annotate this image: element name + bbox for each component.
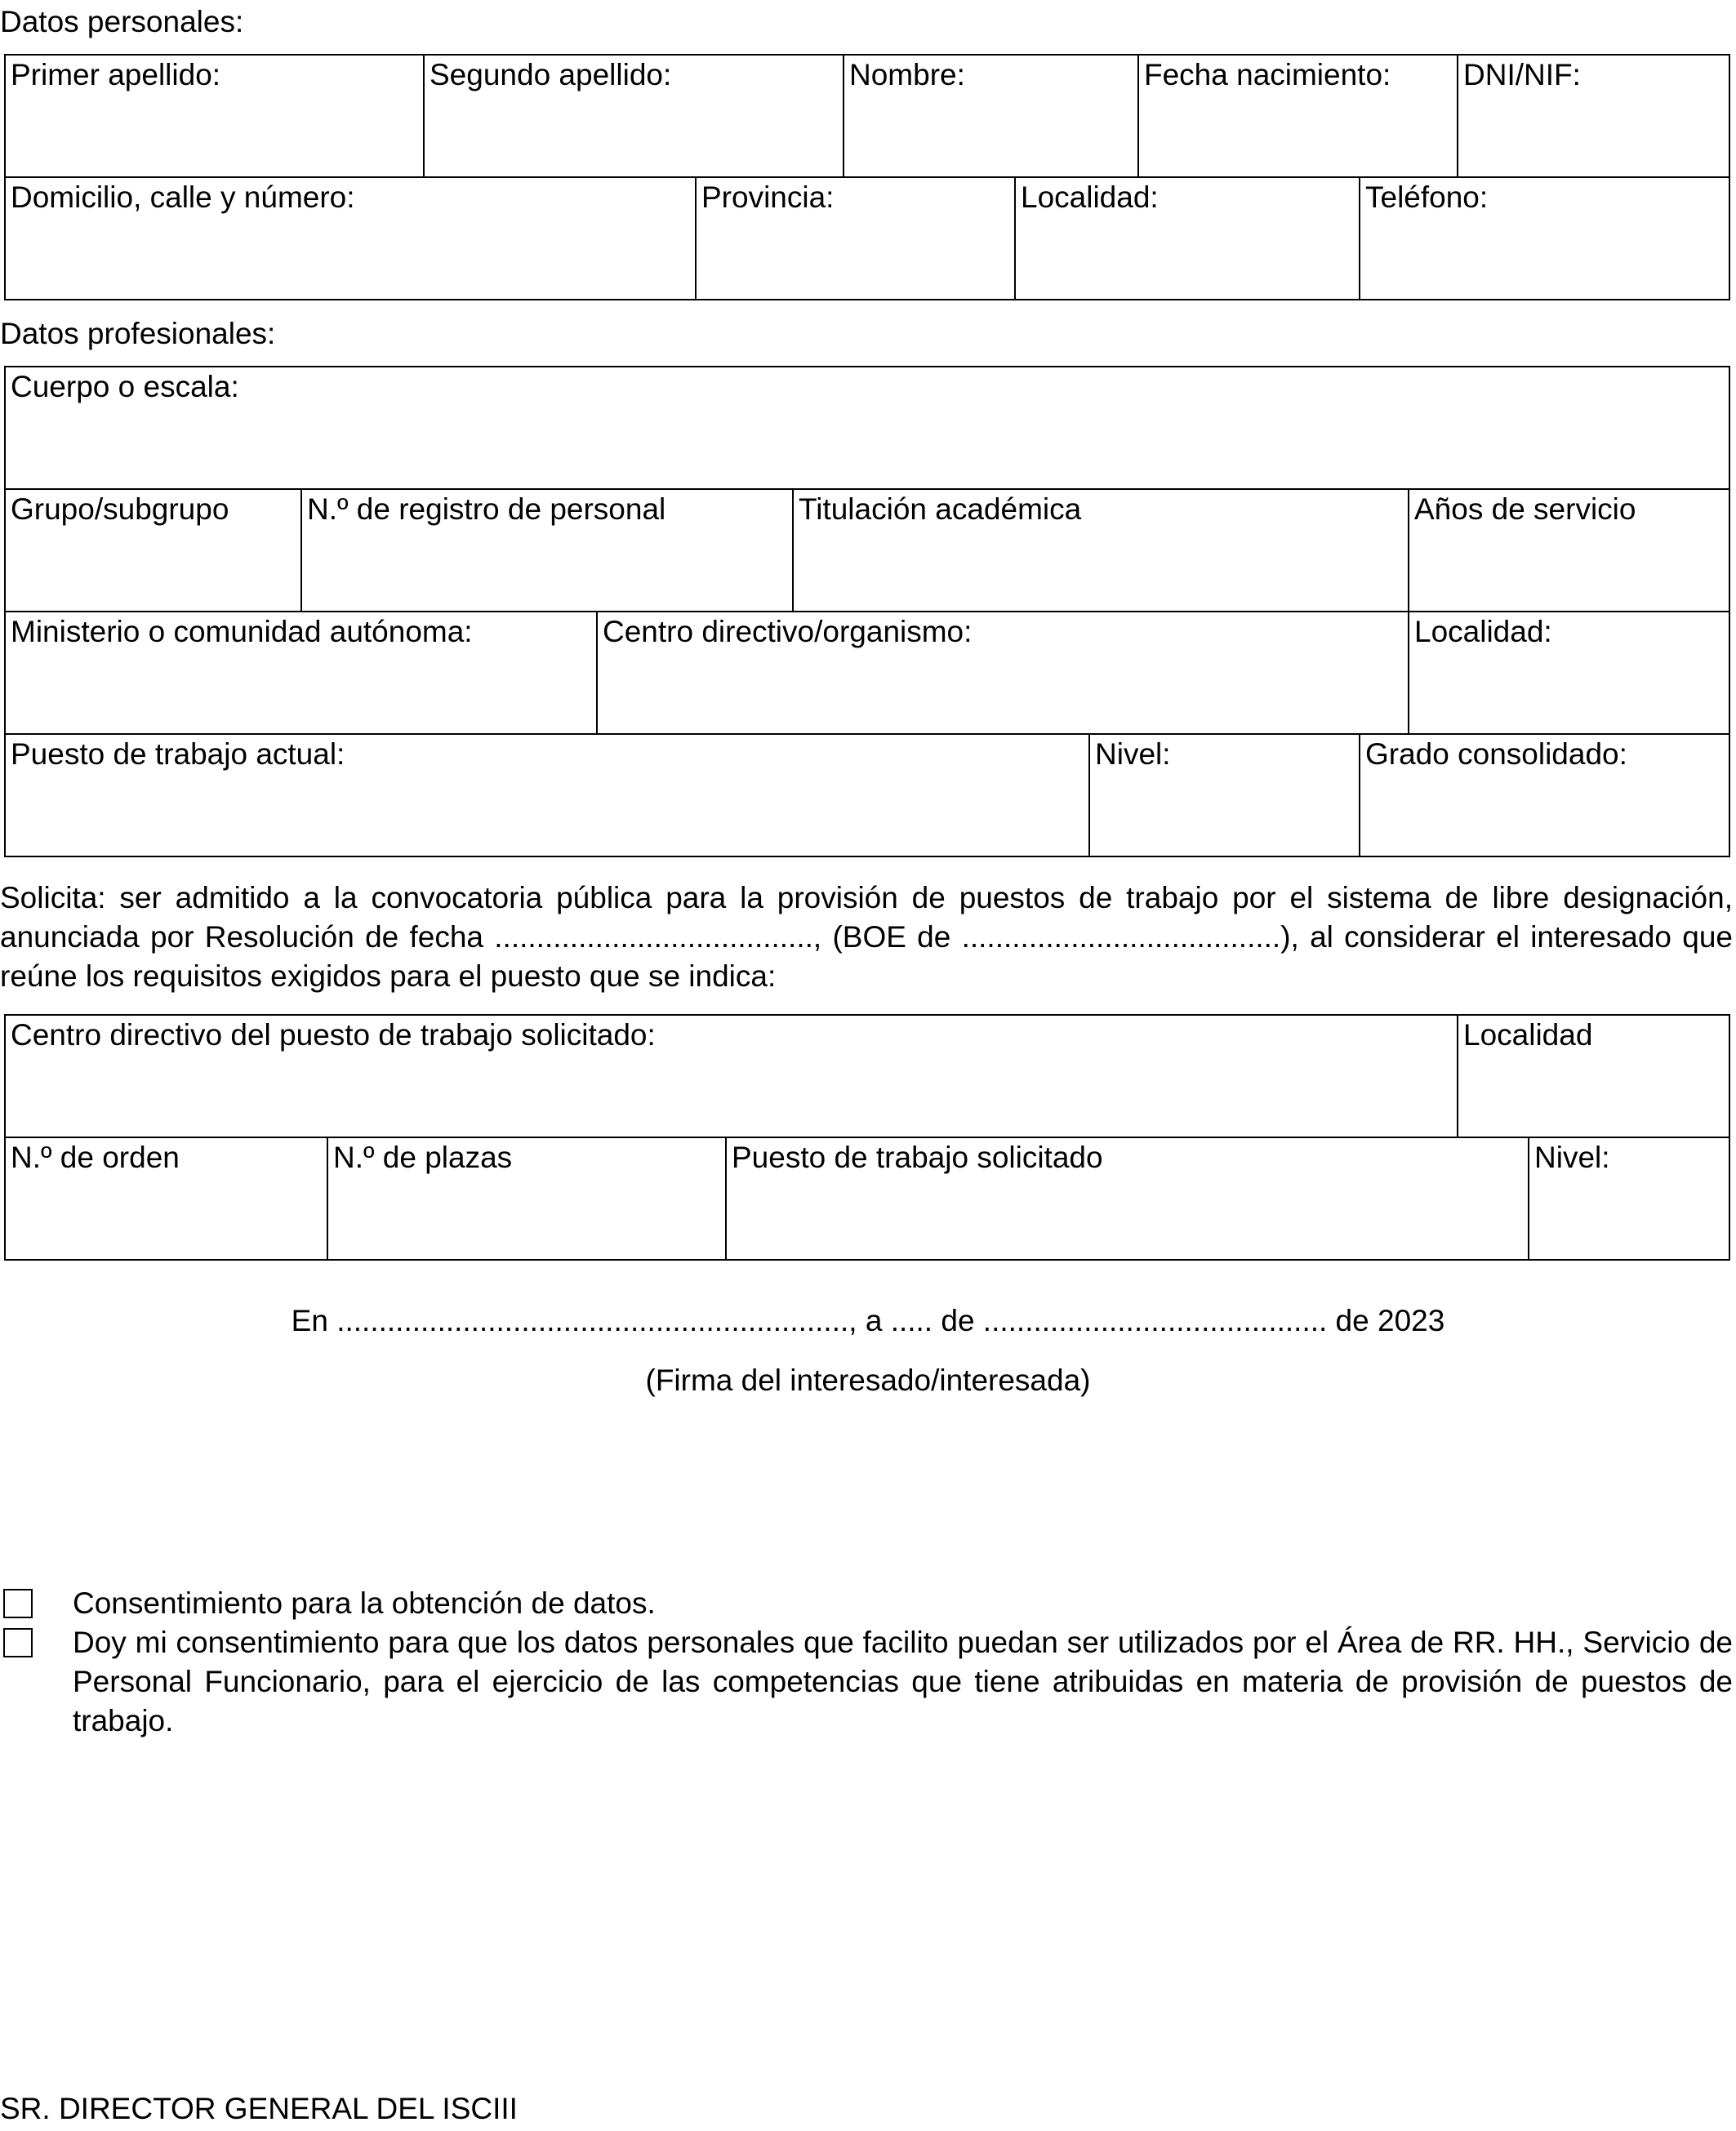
field-puesto-actual[interactable] — [4, 733, 1090, 857]
signature-label: (Firma del interesado/interesada) — [645, 1364, 1091, 1397]
section-title-personal: Datos personales: — [0, 5, 244, 38]
request-paragraph: Solicita: ser admitido a la convocatoria pública para la provisión de puestos de trabajo por el sistema de libre designación, anunciada por Resolución de fecha ......................................, (BOE de ......................................), al considerar el interesado que reúne los requisitos exigidos para el puesto que se indica: — [0, 881, 1733, 993]
field-centro-solicitado[interactable] — [4, 1014, 1458, 1138]
field-label: Titulación académica — [799, 492, 1082, 526]
field-label: Ministerio o comunidad autónoma: — [11, 615, 473, 648]
field-numero-orden[interactable] — [4, 1137, 328, 1261]
field-label: Cuerpo o escala: — [11, 370, 239, 403]
field-label: Nivel: — [1095, 737, 1171, 771]
field-grado-consolidado[interactable] — [1359, 733, 1730, 857]
field-label: N.º de orden — [11, 1141, 180, 1174]
field-label: Localidad — [1463, 1018, 1593, 1052]
field-cuerpo-escala[interactable] — [4, 366, 1730, 490]
field-puesto-solicitado[interactable] — [725, 1137, 1529, 1261]
field-label: DNI/NIF: — [1463, 58, 1581, 91]
field-localidad-solicitada[interactable] — [1457, 1014, 1730, 1138]
field-label: Segundo apellido: — [430, 58, 672, 91]
field-centro-directivo[interactable] — [596, 611, 1409, 735]
consent-text-uso-datos: Doy mi consentimiento para que los datos personales que facilito puedan ser utilizados por el Área de RR. HH., Servicio de Personal Funcionario, para el ejercicio de las competencias que tiene atribuidas en materia de provisión de puestos de trabajo. — [73, 1626, 1733, 1737]
signature-date-line: En ............................................................., a ..... de ......................................... de 2023 — [291, 1304, 1445, 1337]
field-label: Puesto de trabajo actual: — [11, 737, 345, 771]
field-nivel-actual[interactable] — [1088, 733, 1360, 857]
field-dni-nif[interactable] — [1457, 54, 1730, 178]
field-nombre[interactable] — [843, 54, 1139, 178]
field-ministerio[interactable] — [4, 611, 598, 735]
field-label: Nivel: — [1534, 1141, 1610, 1174]
field-telefono[interactable] — [1359, 176, 1730, 300]
field-localidad-profesional[interactable] — [1408, 611, 1730, 735]
field-label: Puesto de trabajo solicitado — [732, 1141, 1103, 1174]
field-domicilio[interactable] — [4, 176, 697, 300]
field-label: Primer apellido: — [11, 58, 221, 91]
field-anos-servicio[interactable] — [1408, 488, 1730, 612]
field-label: Localidad: — [1414, 615, 1552, 648]
field-label: Centro directivo del puesto de trabajo solicitado: — [11, 1018, 656, 1052]
consent-text-obtencion: Consentimiento para la obtención de datos. — [73, 1586, 656, 1620]
field-numero-plazas[interactable] — [327, 1137, 727, 1261]
field-label: Grupo/subgrupo — [11, 492, 229, 526]
field-grupo-subgrupo[interactable] — [4, 488, 302, 612]
field-label: Localidad: — [1021, 180, 1159, 214]
field-localidad-personal[interactable] — [1014, 176, 1360, 300]
field-label: N.º de registro de personal — [307, 492, 666, 526]
field-registro-personal[interactable] — [300, 488, 794, 612]
field-segundo-apellido[interactable] — [423, 54, 844, 178]
field-fecha-nacimiento[interactable] — [1137, 54, 1458, 178]
field-label: Teléfono: — [1365, 180, 1489, 214]
field-titulacion[interactable] — [792, 488, 1409, 612]
field-label: Nombre: — [849, 58, 965, 91]
addressee: SR. DIRECTOR GENERAL DEL ISCIII — [0, 2092, 518, 2125]
field-label: Años de servicio — [1414, 492, 1636, 526]
consent-checkbox-uso-datos[interactable] — [3, 1628, 33, 1657]
field-provincia[interactable] — [695, 176, 1016, 300]
field-label: N.º de plazas — [333, 1141, 513, 1174]
field-label: Fecha nacimiento: — [1144, 58, 1391, 91]
field-primer-apellido[interactable] — [4, 54, 425, 178]
field-nivel-solicitado[interactable] — [1528, 1137, 1730, 1261]
consent-checkbox-obtencion[interactable] — [3, 1589, 33, 1618]
field-label: Grado consolidado: — [1365, 737, 1627, 771]
field-label: Centro directivo/organismo: — [603, 615, 973, 648]
field-label: Provincia: — [701, 180, 835, 214]
field-label: Domicilio, calle y número: — [11, 180, 355, 214]
section-title-professional: Datos profesionales: — [0, 317, 276, 350]
